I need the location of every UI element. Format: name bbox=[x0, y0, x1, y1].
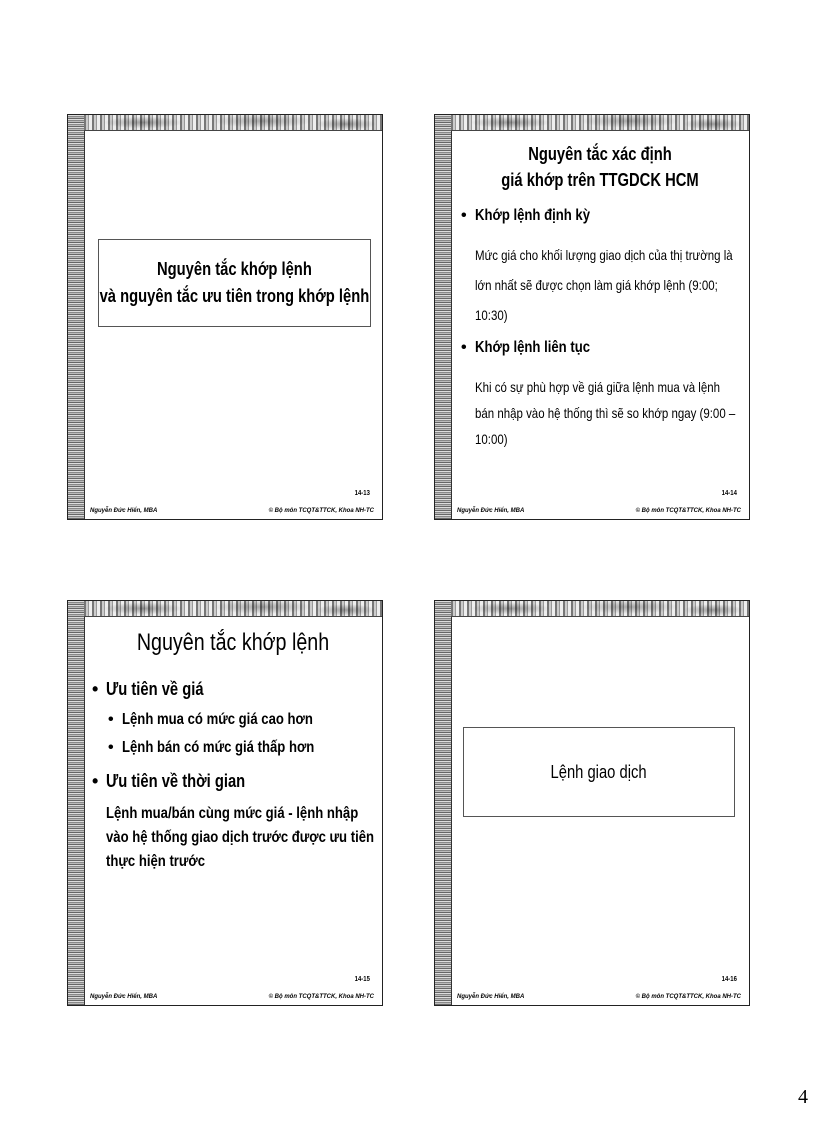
footer-copyright: © Bộ môn TCQT&TTCK, Khoa NH-TC bbox=[268, 994, 374, 1000]
continuous-text-line-3: 10:00) bbox=[475, 431, 508, 447]
footer-copyright: © Bộ môn TCQT&TTCK, Khoa NH-TC bbox=[268, 508, 374, 514]
slide-number: 14-16 bbox=[721, 976, 737, 983]
periodic-text-line-3: 10:30) bbox=[475, 307, 508, 323]
slide-title-line-2: và nguyên tắc ưu tiên trong khớp lệnh bbox=[99, 286, 370, 306]
periodic-text-line-1: Mức giá cho khối lượng giao dịch của thị trường là bbox=[475, 247, 733, 263]
slide-title-line-2: giá khớp trên TTGDCK HCM bbox=[501, 170, 699, 190]
sub-bullet-sell-order: • Lệnh bán có mức giá thấp hơn bbox=[108, 739, 315, 756]
continuous-text-line-2: bán nhập vào hệ thống thì sẽ so khớp ngay (9:00 – bbox=[475, 405, 736, 421]
slide-title: Lệnh giao dịch bbox=[550, 761, 648, 782]
bullet-time-priority: • Ưu tiên về thời gian bbox=[92, 771, 246, 791]
slide-title bbox=[451, 141, 749, 193]
footer-author: Nguyễn Đức Hiển, MBA bbox=[457, 994, 525, 1000]
slide-title-line-1: Nguyên tắc khớp lệnh bbox=[157, 259, 312, 279]
sub-bullet-buy-order: • Lệnh mua có mức giá cao hơn bbox=[108, 711, 313, 728]
continuous-text-line-1: Khi có sự phù hợp về giá giữa lệnh mua và lệnh bbox=[475, 379, 721, 395]
slide-title-box bbox=[463, 727, 735, 817]
slide-14-16 bbox=[434, 600, 750, 1006]
slide-number: 14-14 bbox=[721, 490, 737, 497]
periodic-text-line-2: lớn nhất sẽ được chọn làm giá khớp lệnh (9:00; bbox=[475, 277, 718, 293]
slide-left-decoration bbox=[68, 601, 85, 1005]
bullet-price-priority: • Ưu tiên về giá bbox=[92, 679, 204, 699]
footer-copyright: © Bộ môn TCQT&TTCK, Khoa NH-TC bbox=[635, 994, 741, 1000]
footer-author: Nguyễn Đức Hiển, MBA bbox=[90, 508, 158, 514]
slide-number: 14-13 bbox=[354, 490, 370, 497]
slide-title-box bbox=[98, 239, 371, 327]
time-priority-line-1: Lệnh mua/bán cùng mức giá - lệnh nhập bbox=[106, 805, 359, 822]
time-priority-line-2: vào hệ thống giao dịch trước được ưu tiên bbox=[106, 829, 375, 846]
footer-copyright: © Bộ môn TCQT&TTCK, Khoa NH-TC bbox=[635, 508, 741, 514]
slide-14-15 bbox=[67, 600, 383, 1006]
slide-left-decoration bbox=[435, 601, 452, 1005]
slide-title: Nguyên tắc khớp lệnh bbox=[136, 629, 330, 656]
slide-title-line-1: Nguyên tắc xác định bbox=[528, 144, 672, 164]
footer-author: Nguyễn Đức Hiển, MBA bbox=[457, 508, 525, 514]
slide-top-decoration bbox=[451, 601, 749, 617]
slide-top-decoration bbox=[84, 115, 382, 131]
slide-number: 14-15 bbox=[354, 976, 370, 983]
bullet-periodic-matching: • Khớp lệnh định kỳ bbox=[461, 207, 591, 224]
slide-left-decoration bbox=[68, 115, 85, 519]
page-number: 4 bbox=[798, 1086, 808, 1108]
slide-14-14 bbox=[434, 114, 750, 520]
time-priority-line-3: thực hiện trước bbox=[106, 853, 206, 870]
slide-top-decoration bbox=[84, 601, 382, 617]
footer-author: Nguyễn Đức Hiển, MBA bbox=[90, 994, 158, 1000]
bullet-continuous-matching: • Khớp lệnh liên tục bbox=[461, 339, 591, 356]
slide-left-decoration bbox=[435, 115, 452, 519]
slide-14-13 bbox=[67, 114, 383, 520]
slide-top-decoration bbox=[451, 115, 749, 131]
